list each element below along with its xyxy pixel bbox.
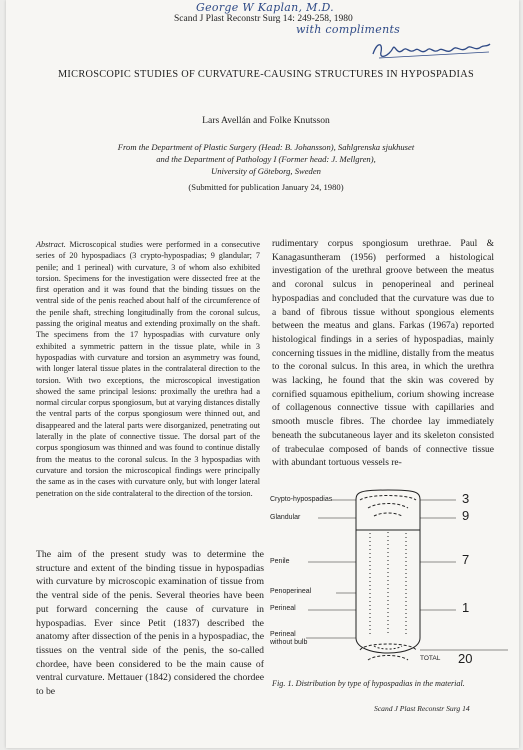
figure-caption-number: Fig. 1. (272, 679, 294, 688)
figure-label-perineal-without-bulb: Perineal without bulb (270, 631, 308, 646)
figure-label-crypto: Crypto-hypospadias (270, 496, 333, 503)
figure-caption (272, 679, 502, 688)
authors: Lars Avellán and Folke Knutsson (202, 115, 330, 126)
abstract (36, 239, 260, 499)
affiliation-line: University of Göteborg, Sweden (211, 166, 321, 176)
figure-count-perineal: 1 (462, 600, 470, 615)
figure-label-penoperineal: Penoperineal (270, 588, 312, 595)
article-title: MICROSCOPIC STUDIES OF CURVATURE-CAUSING STRUCTURES IN HYPOSPADIAS (57, 69, 475, 80)
abstract-lead: Abstract. (36, 240, 66, 249)
journal-citation: Scand J Plast Reconstr Surg 14: 249-258, 1980 (174, 14, 353, 24)
figure-count-glandular: 9 (462, 508, 470, 523)
submission-date: (Submitted for publication January 24, 1980) (188, 182, 344, 192)
figure-label-perineal: Perineal (270, 605, 296, 612)
affiliation (46, 141, 486, 177)
figure-label-glandular: Glandular (270, 514, 301, 521)
affiliation-line: From the Department of Plastic Surgery (Head: B. Johansson), Sahlgrenska sjukhuset (117, 142, 415, 152)
introduction-paragraph: The aim of the present study was to determine the structure and extent of the binding tissue in hypospadias with curvature by microscopic examination of tissue from the ventral side of the penis. Several theories have been put forward concerning the cause of curvature in hypospadias. Ever since Petit (1837) described the anatomy after dissection of the penis in a hypospadiac, the tissues on the ventral side of the penis, the so-called chordee, have been considered to be the main cause of ventral curvature. Mettauer (1842) considered the chordee to be (36, 549, 264, 698)
figure-1 (268, 488, 508, 668)
figure-total-label: TOTAL (420, 655, 441, 662)
figure-label-penile: Penile (270, 558, 290, 565)
figure-count-penile: 7 (462, 552, 470, 567)
abstract-text: Microscopical studies were performed in a consecutive series of 20 hypospadiacs (3 crypto-hypospadias; 9 glandular; 7 penile; and 1 perineal) with curvature, 3 of whom also exhibited torsion. Specimens for the investigation were dissected free at the first operation and it was found that the binding tissues on the ventral side of the penis reached about half of the circumference of the penile shaft, streching longitudinally from the coronal sulcus, passing the original meatus and extending proximally on the shaft. The specimens from the 17 hypospadias with curvature only exhibited a symmetric pattern in the tissue plate, while in 3 hypospadias with curvature and torsion an asymmetry was found, with longer lateral tissue plates in the contralateral direction to the torsion. With two exceptions, the microscopical investigation showed the same principal lesions: proximally the urethra had a normal circular corpus spongiosum, but at varying distances distally the ventral parts of the corpus spongiosum were thinned out, and disappeared and the lateral parts were disorganized, penetrating out laterally in the plate of connective tissue. The dorsal part of the corpus spongiosum was thinned and was found to continue distally from the meatus to the coronal sulcus. In the 3 hypospadias with curvature and torsion the microscopical findings were principally the same as in the cases with curvature only, but with longer lateral penetration on the side contralateral to the direction of the torsion. (36, 240, 261, 498)
journal-page (6, 0, 519, 748)
running-footer: Scand J Plast Reconstr Surg 14 (374, 704, 470, 713)
handwritten-dedication-name: George W Kaplan, M.D. (196, 1, 334, 14)
figure-total-count: 20 (458, 651, 473, 666)
affiliation-line: and the Department of Pathology I (Former head: J. Mellgren), (156, 154, 376, 164)
handwritten-signature (369, 38, 495, 62)
figure-caption-text: Distribution by type of hypospadias in the material. (295, 679, 465, 688)
right-column-text: rudimentary corpus spongiosum urethrae. Paul & Kanagasuntheram (1956) performed a histological investigation of the urethral groove between the meatus and coronal sulcus in penoperineal and perineal hypospadias and concluded that the curvature was due to a band of fibrous tissue without spongious elements between the meatus and glans. Farkas (1967a) reported histological findings in a series of hypospadias, mainly concerning tissues in the midline, distally from the meatus to the coronal sulcus. In this area, in which the urethra was lacking, he found that the skin was covered by cornified squamous epithelium, corium showing increase of collagenous connective tissue with capillaries and smooth muscle fibres. The chordee lay immediately beneath the subcutaneous layer and its skeleton consisted of trabeculae composed of bands of connective tissue with abundant tortuous vessels re- (272, 239, 494, 469)
handwritten-compliments: with compliments (296, 23, 401, 36)
figure-count-crypto: 3 (462, 491, 470, 506)
